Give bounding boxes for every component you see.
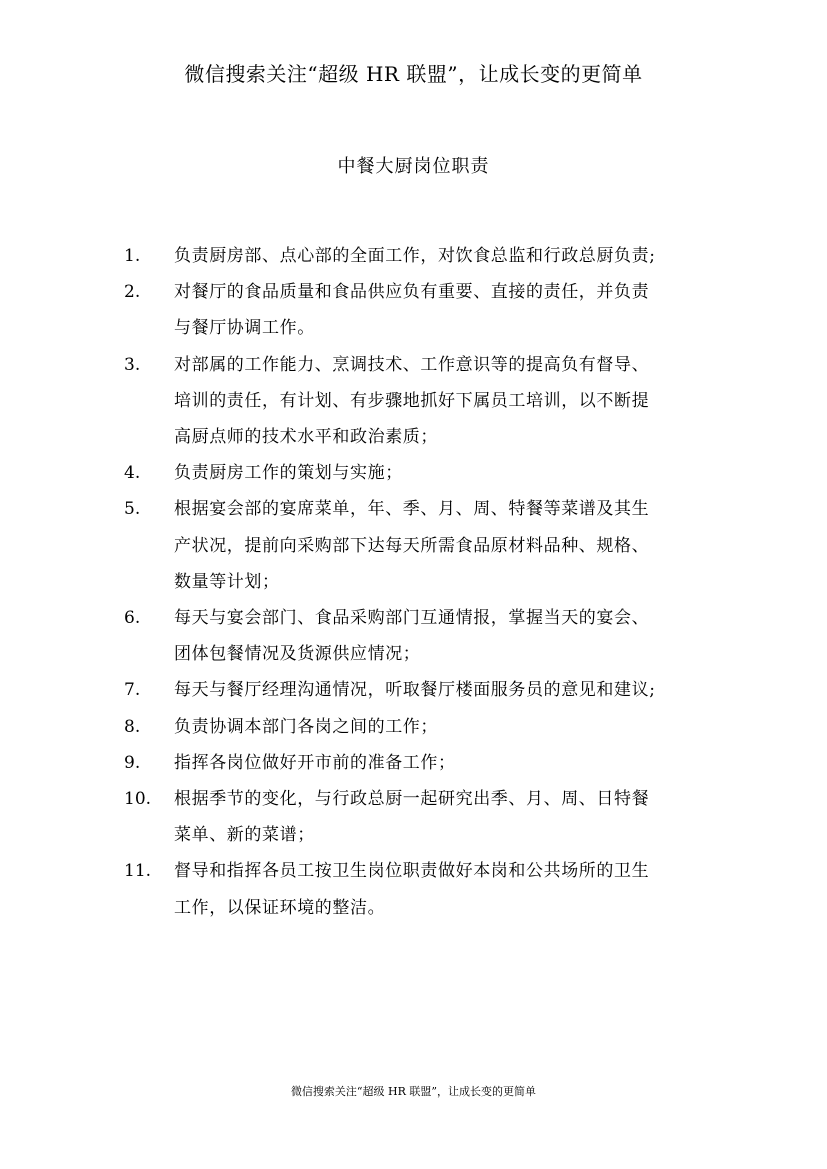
page-title: 中餐大厨岗位职责	[337, 156, 490, 177]
duty-text: 根据宴会部的宴席菜单，年、季、月、周、特餐等菜谱及其生 产状况，提前向采购部下达每天所需食品原材料品种、规格、 数量等计划；	[174, 499, 650, 592]
duty-text: 根据季节的变化，与行政总厨一起研究出季、月、周、日特餐 菜单、新的菜谱；	[174, 789, 650, 846]
duty-number: 10.	[124, 789, 152, 810]
duty-number: 7.	[124, 680, 141, 701]
duty-number: 11.	[124, 861, 152, 882]
duty-number: 9.	[124, 752, 141, 773]
duty-text: 每天与餐厅经理沟通情况，听取餐厅楼面服务员的意见和建议;	[174, 680, 656, 701]
duty-text: 负责协调本部门各岗之间的工作；	[174, 716, 438, 737]
duty-text: 督导和指挥各员工按卫生岗位职责做好本岗和公共场所的卫生 工作，以保证环境的整洁。	[174, 861, 650, 918]
duty-text: 每天与宴会部门、食品采购部门互通情报，掌握当天的宴会、 团体包餐情况及货源供应情况；	[174, 608, 650, 665]
duty-text: 负责厨房部、点心部的全面工作，对饮食总监和行政总厨负责;	[174, 246, 656, 266]
duty-number: 8.	[124, 716, 141, 737]
duty-item	[124, 709, 714, 745]
duty-item	[124, 491, 714, 600]
duty-item	[124, 455, 714, 491]
duty-text: 负责厨房工作的策划与实施；	[174, 463, 403, 484]
duty-number: 4.	[124, 463, 141, 484]
duty-item	[124, 274, 714, 346]
duty-item	[124, 600, 714, 672]
duty-item	[124, 781, 714, 853]
duty-number: 5.	[124, 499, 141, 520]
duty-number: 6.	[124, 608, 141, 629]
duty-text: 对餐厅的食品质量和食品供应负有重要、直接的责任，并负责 与餐厅协调工作。	[174, 282, 650, 339]
duty-item	[124, 672, 714, 708]
page-footer: 微信搜索关注“超级 HR 联盟”，让成长变的更简单	[290, 1085, 537, 1098]
duty-item	[124, 745, 714, 781]
duty-item	[124, 347, 714, 456]
duty-text: 对部属的工作能力、烹调技术、工作意识等的提高负有督导、 培训的责任，有计划、有步骤地抓好下属员工培训，以不断提 高厨点师的技术水平和政治素质；	[174, 354, 650, 448]
duty-list	[124, 238, 714, 926]
duty-number: 2.	[124, 282, 141, 303]
duty-number: 1.	[124, 246, 141, 266]
duty-number: 3.	[124, 354, 141, 375]
duty-item	[124, 853, 714, 925]
duty-text: 指挥各岗位做好开市前的准备工作；	[174, 752, 456, 773]
duty-item	[124, 238, 714, 274]
page-header: 微信搜索关注“超级 HR 联盟”，让成长变的更简单	[184, 62, 643, 86]
